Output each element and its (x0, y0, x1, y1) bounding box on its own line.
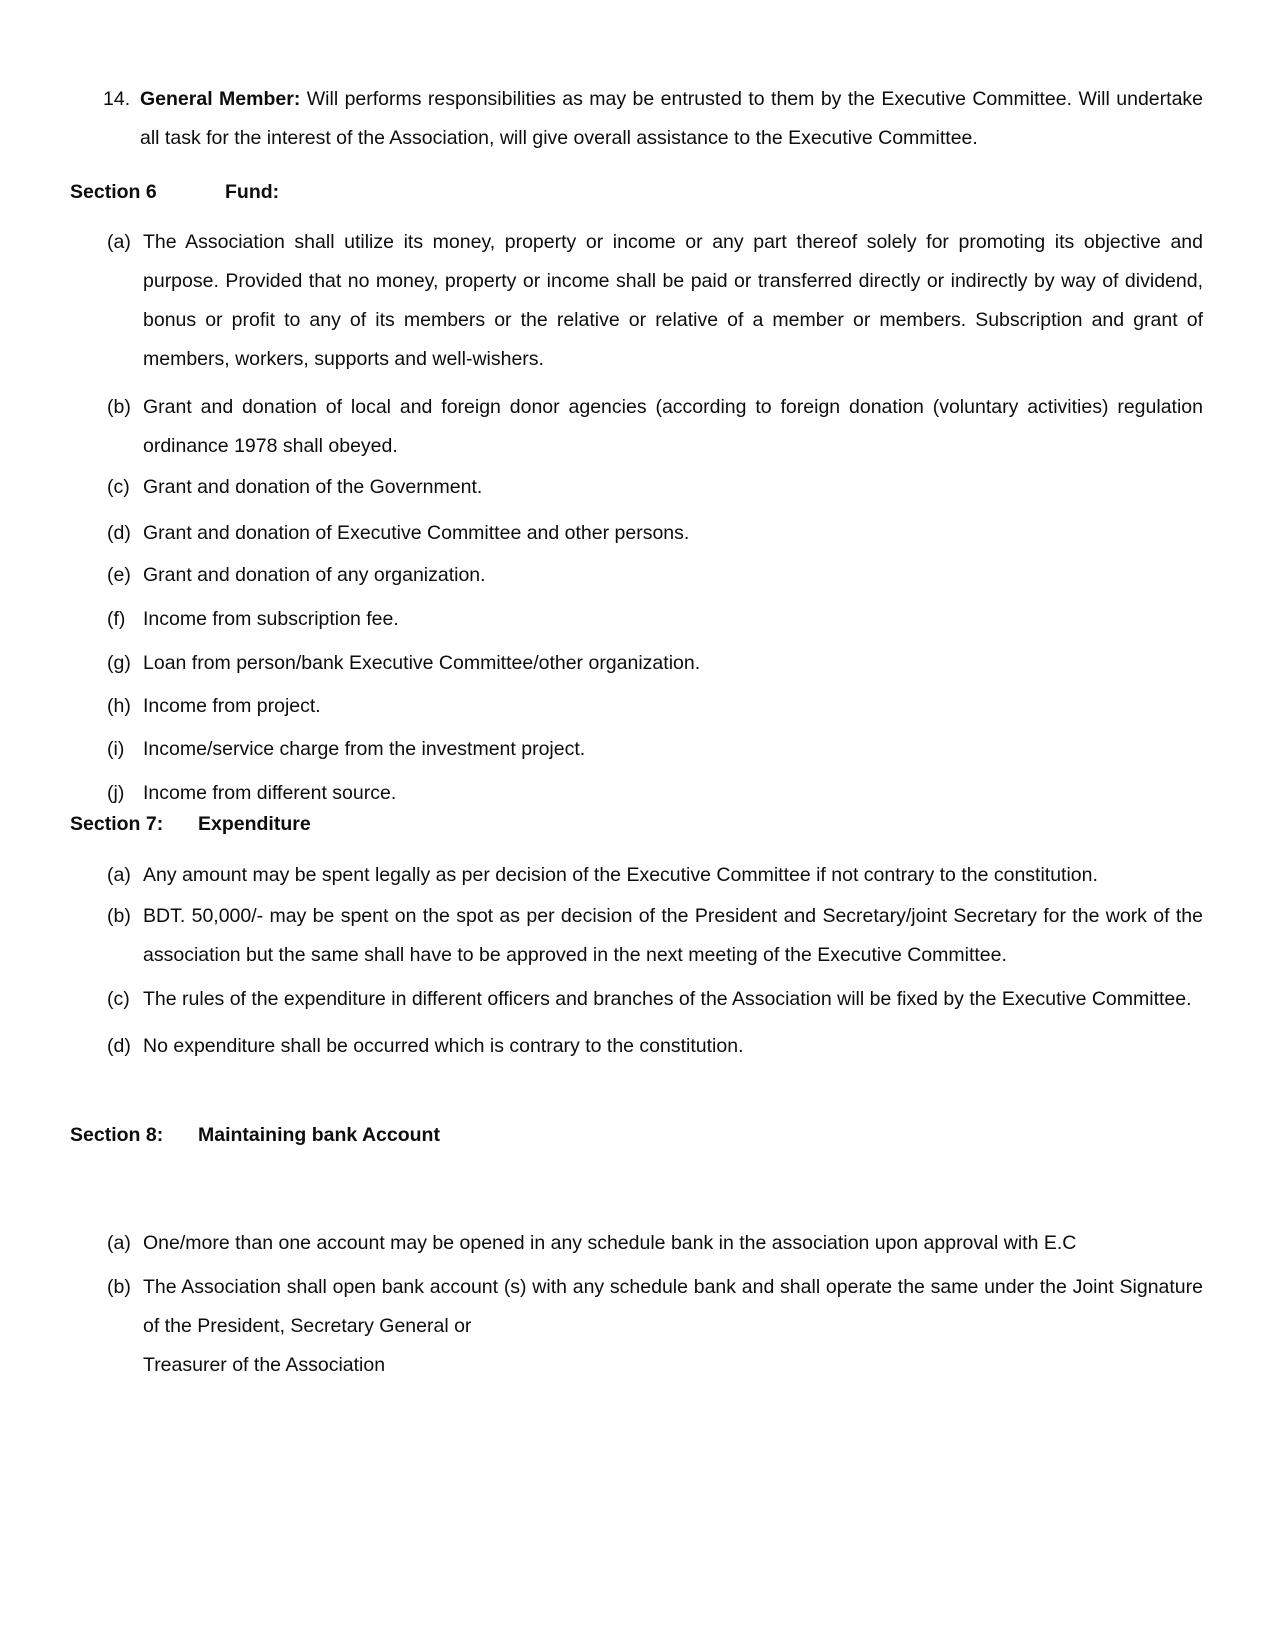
list-item-text: The Association shall open bank account (s) with any schedule bank and shall operate the same under the Joint Signature of the President, Secretary General or (143, 1276, 1203, 1337)
section-6-heading (70, 173, 1203, 212)
fund-list (70, 223, 1203, 813)
section-label: Section 6 (70, 181, 157, 203)
list-item-marker: (i) (107, 738, 125, 760)
list-item-marker: (c) (107, 476, 130, 498)
list-item (107, 687, 1203, 726)
list-item-text: One/more than one account may be opened in any schedule bank in the association upon approval with E.C (143, 1232, 1077, 1254)
list-item (107, 1027, 1203, 1066)
list-item (107, 600, 1203, 639)
list-item-text: Grant and donation of local and foreign donor agencies (according to foreign donation (voluntary activities) regulation ordinance 1978 shall obeyed. (143, 396, 1203, 457)
section-8-heading (70, 1116, 1203, 1155)
list-item (107, 897, 1203, 975)
section-title: Expenditure (198, 813, 311, 835)
section-title: Fund: (225, 181, 280, 203)
section-title: Maintaining bank Account (198, 1124, 440, 1146)
list-item-marker: (h) (107, 695, 131, 717)
item-number: 14. (103, 88, 131, 110)
list-item (107, 1224, 1203, 1263)
list-item-marker: (b) (107, 905, 131, 927)
list-item-marker: (a) (107, 231, 131, 253)
bank-account-list (70, 1224, 1203, 1385)
list-item-marker: (a) (107, 1232, 131, 1254)
list-item-marker: (g) (107, 652, 131, 674)
list-item-marker: (c) (107, 988, 130, 1010)
clause-lead: General Member: (140, 88, 301, 110)
list-item-text: Income from subscription fee. (143, 608, 399, 630)
list-item-text: BDT. 50,000/- may be spent on the spot as per decision of the President and Secretary/joint Secretary for the work of the association but the same shall have to be approved in the next meeting of the Executive Committee. (143, 905, 1203, 966)
list-item (107, 388, 1203, 466)
clause-text: Will performs responsibilities as may be entrusted to them by the Executive Committee. Will undertake all task for the interest of the Association, will give overall assistance to the Executive Committee. (140, 88, 1204, 149)
list-item-marker: (b) (107, 396, 131, 418)
list-item-text: Income from project. (143, 695, 321, 717)
list-item (107, 223, 1203, 379)
list-item-text: Loan from person/bank Executive Committee/other organization. (143, 652, 701, 674)
list-item-text: Grant and donation of the Government. (143, 476, 483, 498)
list-item (107, 856, 1203, 895)
clause-item-14 (103, 80, 1204, 158)
list-item (107, 468, 1203, 507)
list-item (107, 514, 1203, 553)
list-item (107, 556, 1203, 595)
list-item-text: No expenditure shall be occurred which is contrary to the constitution. (143, 1035, 744, 1057)
expenditure-list (70, 856, 1203, 1066)
list-item (107, 980, 1203, 1019)
list-item-text: The rules of the expenditure in different officers and branches of the Association will be fixed by the Executive Committee. (143, 988, 1192, 1010)
list-item-text: Grant and donation of any organization. (143, 564, 486, 586)
list-item (107, 644, 1203, 683)
list-item-text-line2: Treasurer of the Association (143, 1354, 386, 1376)
list-item-marker: (d) (107, 522, 131, 544)
list-item-marker: (b) (107, 1276, 131, 1298)
section-label: Section 8: (70, 1124, 164, 1146)
list-item (107, 774, 1203, 813)
list-item-marker: (a) (107, 864, 131, 886)
list-item-text: The Association shall utilize its money, property or income or any part thereof solely for promoting its objective and purpose. Provided that no money, property or income shall be paid or transferred directly or indirectly by way of dividend, bonus or profit to any of its members or the relative or relative of a member or members. Subscription and grant of members, workers, supports and well-wishers. (143, 231, 1203, 370)
list-item (107, 730, 1203, 769)
list-item-text: Any amount may be spent legally as per decision of the Executive Committee if not contrary to the constitution. (143, 864, 1098, 886)
list-item (107, 1268, 1203, 1385)
list-item-marker: (d) (107, 1035, 131, 1057)
list-item-text: Income/service charge from the investment project. (143, 738, 586, 760)
section-label: Section 7: (70, 813, 164, 835)
list-item-marker: (e) (107, 564, 131, 586)
list-item-text: Income from different source. (143, 782, 397, 804)
list-item-marker: (f) (107, 608, 126, 630)
list-item-text: Grant and donation of Executive Committee and other persons. (143, 522, 690, 544)
list-item-marker: (j) (107, 782, 125, 804)
